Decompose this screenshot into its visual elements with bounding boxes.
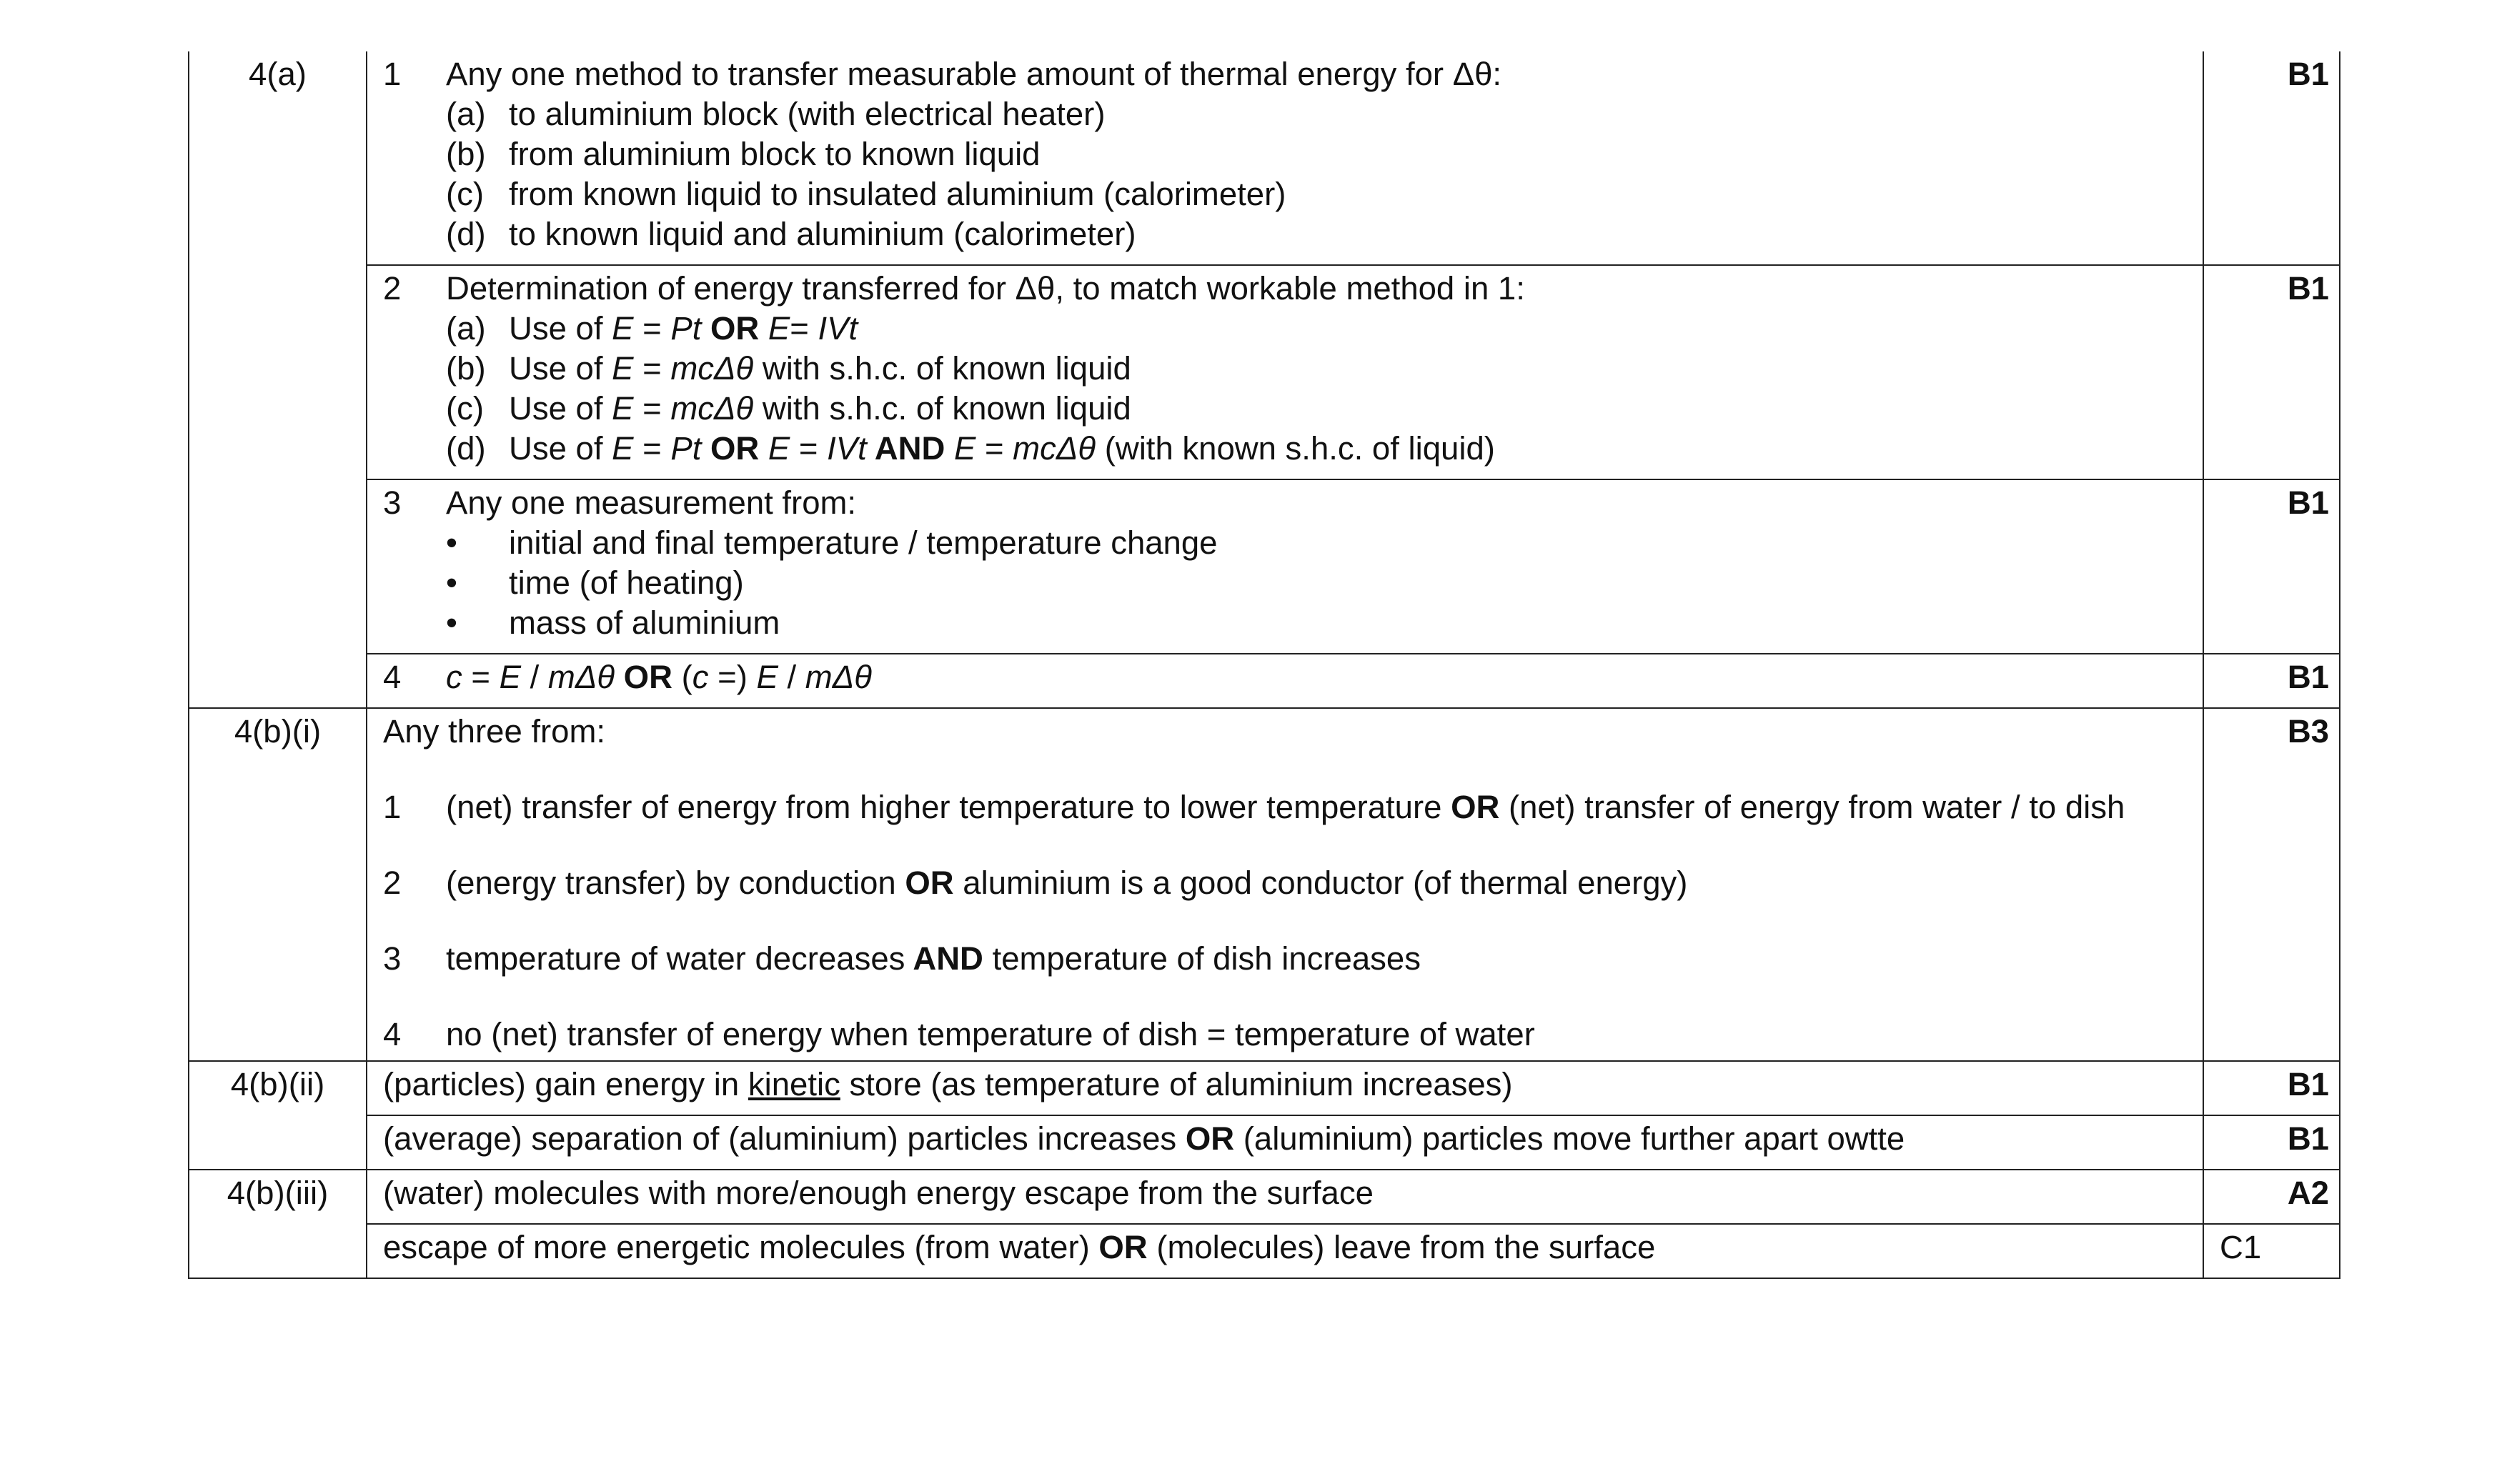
question-number: 4(b)(ii) [189,1061,367,1170]
mark-scheme-table [188,51,2340,1279]
list-item: (b) from aluminium block to known liquid [446,136,1041,172]
list-item: 4 no (net) transfer of energy when temperature of dish = temperature of water [383,1016,1535,1052]
mark-cell: B1 [2203,265,2340,479]
answer-cell [367,654,2203,708]
list-item: 2 (energy transfer) by conduction OR aluminium is a good conductor (of thermal energy) [383,865,1688,901]
table-row [189,51,2340,265]
mark-cell: A2 [2203,1170,2340,1224]
answer-cell: (average) separation of (aluminium) particles increases OR (aluminium) particles move further apart owtte [367,1115,2203,1170]
list-item: 1 (net) transfer of energy from higher temperature to lower temperature OR (net) transfer of energy from water / to dish [383,789,2125,825]
table-row [189,708,2340,1061]
table-row [189,479,2340,654]
table-row [189,265,2340,479]
point-number: 2 [383,270,402,307]
list-item: (a) to aluminium block (with electrical heater) [446,96,1106,132]
mark-cell: C1 [2203,1224,2340,1278]
mark-cell: B1 [2203,479,2340,654]
table-row [189,1061,2340,1115]
bullet-icon: • [446,604,457,641]
answer-cell: escape of more energetic molecules (from water) OR (molecules) leave from the surface [367,1224,2203,1278]
table-row [189,654,2340,708]
mark-cell: B1 [2203,51,2340,265]
list-item: • time (of heating) [383,563,2188,603]
mark-cell: B1 [2203,1061,2340,1115]
question-number: 4(b)(iii) [189,1170,367,1278]
list-item: • initial and final temperature / temperature change [383,523,2188,563]
question-number: 4(b)(i) [189,708,367,1061]
list-item: 3 temperature of water decreases AND temperature of dish increases [383,940,1421,977]
answer-cell [367,479,2203,654]
point-number: 1 [383,56,402,92]
point-text: Determination of energy transferred for Δθ, to match workable method in 1: [446,270,1525,307]
list-item: (a) Use of E = Pt OR E= IVt [446,310,858,347]
list-item: • mass of aluminium [383,603,2188,643]
point-intro: Any three from: [383,713,606,750]
point-text: c = E / mΔθ OR (c =) E / mΔθ [446,659,872,695]
table-row [189,1115,2340,1170]
question-number: 4(a) [189,51,367,708]
bullet-icon: • [446,524,457,561]
table-row [189,1224,2340,1278]
answer-cell [367,51,2203,265]
point-text: Any one measurement from: [446,484,857,521]
mark-cell: B3 [2203,708,2340,1061]
bullet-icon: • [446,564,457,601]
answer-cell: (particles) gain energy in kinetic store (as temperature of aluminium increases) [367,1061,2203,1115]
list-item: (d) Use of E = Pt OR E = IVt AND E = mcΔθ (with known s.h.c. of liquid) [446,430,1495,467]
point-text: Any one method to transfer measurable amount of thermal energy for Δθ: [446,56,1502,92]
answer-cell [367,265,2203,479]
answer-cell [367,708,2203,1061]
list-item: (d) to known liquid and aluminium (calorimeter) [446,216,1136,252]
point-number: 3 [383,484,402,521]
mark-cell: B1 [2203,1115,2340,1170]
answer-cell: (water) molecules with more/enough energy escape from the surface [367,1170,2203,1224]
list-item: (b) Use of E = mcΔθ with s.h.c. of known liquid [446,350,1131,387]
list-item: (c) Use of E = mcΔθ with s.h.c. of known liquid [446,390,1131,427]
list-item: (c) from known liquid to insulated aluminium (calorimeter) [446,176,1286,212]
mark-cell: B1 [2203,654,2340,708]
table-row [189,1170,2340,1224]
point-number: 4 [383,659,402,695]
